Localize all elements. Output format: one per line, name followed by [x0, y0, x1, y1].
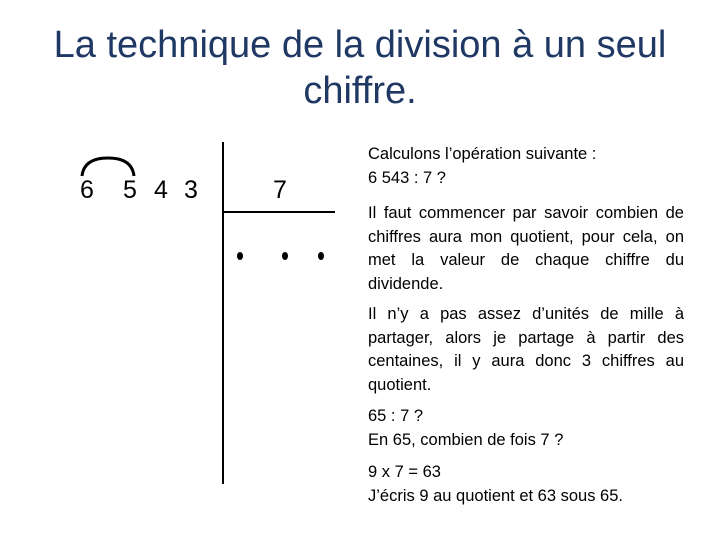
question-line-1: 65 : 7 ? — [368, 407, 424, 425]
dividend-digit-tens: 4 — [154, 176, 168, 204]
grouping-arc — [78, 156, 138, 178]
page-title — [40, 22, 680, 114]
intro-block — [368, 143, 684, 190]
paragraph-1: Il faut commencer par savoir combien de chiffres aura mon quotient, pour cela, on met la valeur de chaque chiffre du dividende. — [368, 204, 684, 293]
dividend-digit-units: 3 — [184, 176, 198, 204]
quotient-dot-2 — [282, 252, 288, 260]
paragraph-2: Il n’y a pas assez d’unités de mille à partager, alors je partage à partir des centaines, il y aura donc 3 chiffres au quotient. — [368, 305, 684, 394]
question-line-2: En 65, combien de fois 7 ? — [368, 430, 564, 449]
division-horizontal-bar — [222, 211, 335, 213]
quotient-dot-1 — [237, 252, 243, 260]
dividend-digit-thousands: 6 — [80, 176, 94, 204]
answer-line-2: J’écris 9 au quotient et 63 sous 65. — [368, 486, 623, 505]
dividend-digit-hundreds: 5 — [123, 176, 137, 204]
division-vertical-bar — [222, 142, 224, 484]
answer-line-1: 9 x 7 = 63 — [368, 463, 441, 481]
intro-line-2: 6 543 : 7 ? — [368, 168, 446, 187]
quotient-dot-3 — [318, 252, 324, 260]
title-line-2: chiffre. — [303, 70, 417, 112]
divisor: 7 — [273, 176, 287, 204]
intro-line-1: Calculons l’opération suivante : — [368, 145, 597, 163]
title-line-1: La technique de la division à un seul — [53, 24, 667, 66]
question-block — [368, 405, 684, 452]
answer-block — [368, 461, 684, 508]
